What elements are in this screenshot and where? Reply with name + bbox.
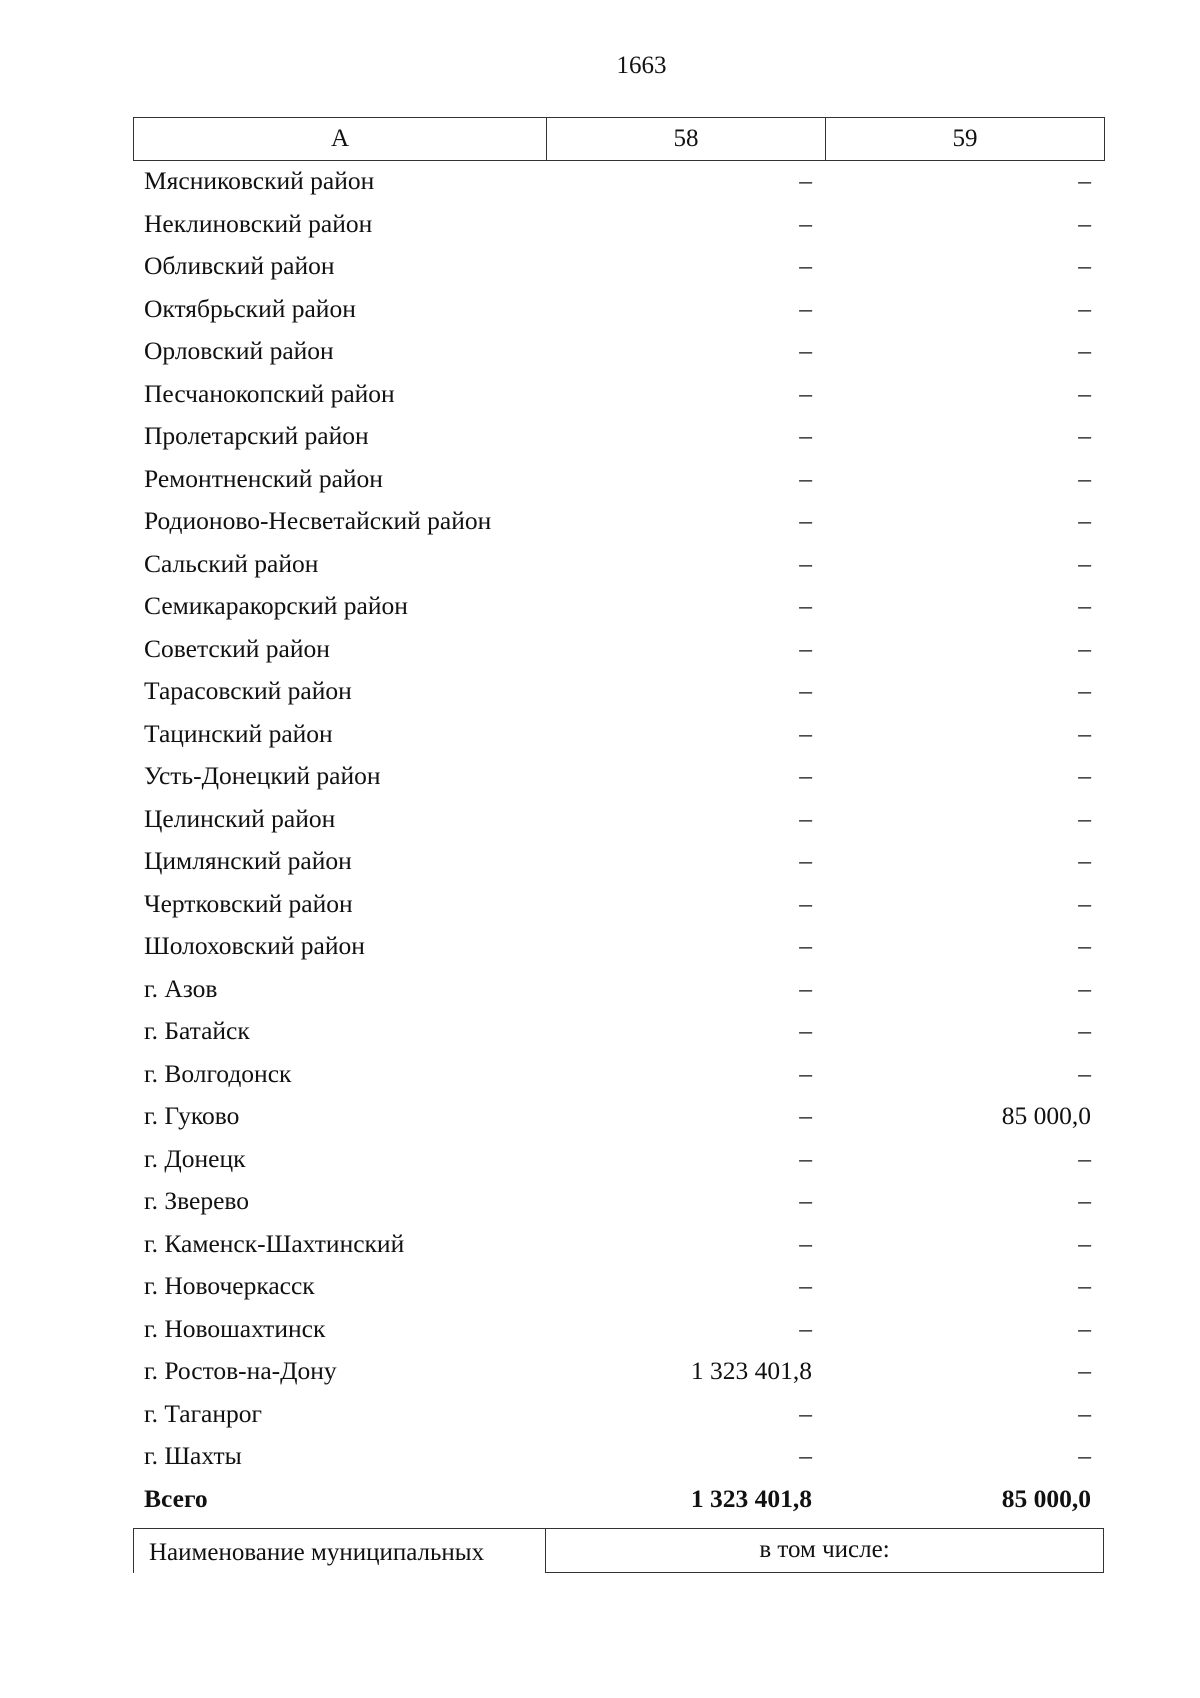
table-row (133, 1223, 1103, 1266)
row-value-58: – (799, 166, 812, 195)
row-name: г. Шахты (144, 1441, 242, 1470)
row-value-58: – (799, 718, 812, 748)
row-name: Тарасовский район (144, 676, 352, 705)
row-value-59: – (1078, 973, 1091, 1003)
row-value-58: – (799, 973, 812, 1003)
table-row (133, 203, 1103, 246)
row-name: г. Батайск (144, 1016, 250, 1045)
row-value-58: – (799, 1016, 812, 1045)
row-value-59: – (1078, 1356, 1091, 1385)
table-row (133, 373, 1103, 416)
row-name: Ремонтненский район (144, 463, 383, 493)
column-header-row (134, 118, 1105, 161)
table-row (133, 1095, 1103, 1138)
row-name: Семикаракорский район (144, 591, 408, 620)
row-name: г. Новошахтинск (144, 1313, 326, 1343)
row-name: Шолоховский район (144, 931, 365, 960)
row-value-58: – (799, 1398, 812, 1428)
row-value-58: – (799, 421, 812, 450)
row-value-58: – (799, 293, 812, 323)
row-name: Усть-Донецкий район (144, 761, 381, 790)
table-row (133, 1393, 1103, 1436)
row-value-59: – (1078, 336, 1091, 365)
table-row (133, 798, 1103, 841)
row-value-58: – (799, 463, 812, 493)
row-value-59: – (1078, 1016, 1091, 1045)
row-value-59: – (1078, 506, 1091, 535)
table-row (133, 968, 1103, 1011)
table-row (133, 585, 1103, 628)
table-row (133, 1138, 1103, 1181)
row-value-58: – (799, 1186, 812, 1215)
row-name: Песчанокопский район (144, 378, 395, 408)
table-row (133, 628, 1103, 671)
row-value-59: – (1078, 208, 1091, 238)
column-header-58: 58 (547, 118, 826, 161)
table-row (133, 330, 1103, 373)
table-row (133, 415, 1103, 458)
table-body (133, 160, 1103, 1520)
row-name: г. Каменск-Шахтинский (144, 1228, 405, 1258)
row-name: Сальский район (144, 548, 319, 578)
row-value-58: – (799, 1313, 812, 1343)
table-row (133, 1053, 1103, 1096)
row-value-59: – (1078, 803, 1091, 833)
table-row (133, 1265, 1103, 1308)
row-name: г. Ростов-на-Дону (144, 1356, 337, 1385)
row-value-58: – (799, 888, 812, 918)
next-header-including: в том числе: (545, 1528, 1104, 1573)
row-value-59: – (1078, 378, 1091, 408)
row-value-59: – (1078, 591, 1091, 620)
row-value-58: – (799, 208, 812, 238)
row-name: Цимлянский район (144, 846, 352, 875)
row-value-58: – (799, 591, 812, 620)
table-row (133, 670, 1103, 713)
row-value-59: – (1078, 846, 1091, 875)
row-value-58: – (799, 378, 812, 408)
row-name: Мясниковский район (144, 166, 375, 195)
row-name: г. Азов (144, 973, 218, 1003)
row-value-59: – (1078, 548, 1091, 578)
table-row (133, 925, 1103, 968)
table-row (133, 288, 1103, 331)
total-row (133, 1478, 1103, 1521)
row-value-59: – (1078, 761, 1091, 790)
row-value-58: – (799, 761, 812, 790)
row-name: г. Волгодонск (144, 1058, 292, 1088)
row-value-59: – (1078, 888, 1091, 918)
row-value-59: – (1078, 421, 1091, 450)
table-row (133, 1010, 1103, 1053)
row-name: г. Донецк (144, 1143, 246, 1173)
row-value-59: – (1078, 1228, 1091, 1258)
row-name: г. Зверево (144, 1186, 250, 1215)
row-value-58: – (799, 1441, 812, 1470)
row-value-58: – (799, 931, 812, 960)
row-value-59: – (1078, 1186, 1091, 1215)
row-value-59: – (1078, 1058, 1091, 1088)
row-value-59: 85 000,0 (1001, 1101, 1091, 1130)
row-value-58: – (799, 633, 812, 663)
row-value-58: – (799, 251, 812, 280)
row-value-59: – (1078, 676, 1091, 705)
row-value-58: – (799, 1058, 812, 1088)
table-row (133, 883, 1103, 926)
row-name: Родионово-Несветайский район (144, 506, 492, 535)
row-name: Тацинский район (144, 718, 333, 748)
table-row (133, 1180, 1103, 1223)
total-label: Всего (144, 1483, 208, 1513)
table-row (133, 1350, 1103, 1393)
row-value-58: – (799, 548, 812, 578)
row-name: Чертковский район (144, 888, 353, 918)
row-name: Обливский район (144, 251, 335, 280)
row-value-58: – (799, 1271, 812, 1300)
row-value-59: – (1078, 718, 1091, 748)
row-name: г. Гуково (144, 1101, 240, 1130)
next-table-header (133, 1528, 1104, 1573)
row-name: Советский район (144, 633, 330, 663)
row-value-58: – (799, 846, 812, 875)
row-name: Целинский район (144, 803, 336, 833)
table-row (133, 1435, 1103, 1478)
row-value-58: – (799, 506, 812, 535)
row-name: Неклиновский район (144, 208, 373, 238)
row-value-58: – (799, 1228, 812, 1258)
row-value-59: – (1078, 293, 1091, 323)
page-number: 1663 (616, 52, 667, 79)
row-value-59: – (1078, 463, 1091, 493)
table-row (133, 755, 1103, 798)
table-row (133, 160, 1103, 203)
row-value-59: – (1078, 1441, 1091, 1470)
table-row (133, 840, 1103, 883)
column-header-a: А (134, 118, 547, 161)
row-value-58: – (799, 676, 812, 705)
next-header-name: Наименование муниципальных (133, 1528, 545, 1573)
row-value-59: – (1078, 166, 1091, 195)
row-value-59: – (1078, 1143, 1091, 1173)
row-value-59: – (1078, 633, 1091, 663)
table-row (133, 458, 1103, 501)
row-value-59: – (1078, 251, 1091, 280)
column-header-59: 59 (826, 118, 1105, 161)
row-name: Орловский район (144, 336, 334, 365)
row-name: г. Новочеркасск (144, 1271, 315, 1300)
row-value-59: – (1078, 1398, 1091, 1428)
row-name: Пролетарский район (144, 421, 369, 450)
row-value-59: – (1078, 1271, 1091, 1300)
table-row (133, 543, 1103, 586)
row-value-58: – (799, 803, 812, 833)
row-name: Октябрьский район (144, 293, 356, 323)
total-value-59: 85 000,0 (1001, 1483, 1091, 1513)
row-value-59: – (1078, 1313, 1091, 1343)
row-value-58: – (799, 1143, 812, 1173)
row-value-58: – (799, 1101, 812, 1130)
row-name: г. Таганрог (144, 1398, 262, 1428)
table-row (133, 713, 1103, 756)
row-value-59: – (1078, 931, 1091, 960)
table-row (133, 500, 1103, 543)
row-value-58: 1 323 401,8 (690, 1356, 812, 1385)
column-header-table (133, 117, 1105, 161)
table-row (133, 1308, 1103, 1351)
total-value-58: 1 323 401,8 (690, 1483, 812, 1513)
row-value-58: – (799, 336, 812, 365)
table-row (133, 245, 1103, 288)
